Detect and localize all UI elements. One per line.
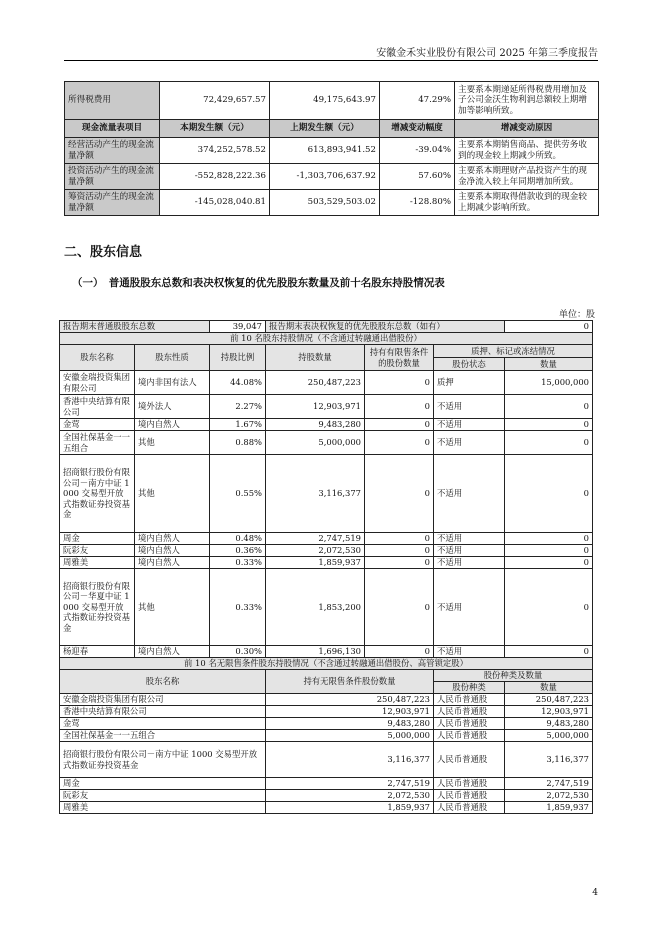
holder-qty: 12,903,971 <box>266 395 365 419</box>
holder-status: 不适用 <box>434 545 505 557</box>
reason-cell: 主要系本期理财产品投资产生的现金净流入较上年同期增加所致。 <box>455 164 599 190</box>
holder-status: 不适用 <box>434 395 505 419</box>
share-kind: 人民币普通股 <box>434 790 505 802</box>
share-kind: 人民币普通股 <box>434 694 505 706</box>
reason-cell: 主要系本期销售商品、提供劳务收到的现金较上期减少所致。 <box>455 138 599 164</box>
holder-restricted: 0 <box>365 455 434 533</box>
holder-restricted: 0 <box>365 646 434 658</box>
share-count: 9,483,280 <box>505 718 593 730</box>
section-row <box>60 333 593 345</box>
column-header: 股东名称 <box>60 345 135 371</box>
holder-ratio: 2.27% <box>210 395 266 419</box>
subsection-title: （一） 普通股股东总数和表决权恢复的优先股股东数量及前十名股东持股情况表 <box>72 277 445 289</box>
holder-qty: 250,487,223 <box>266 371 365 395</box>
reason-cell: 主要系本期递延所得税费用增加及子公司金沃生物利润总额较上期增加等影响所致。 <box>455 82 599 120</box>
column-header: 数量 <box>505 358 593 371</box>
holder-count: 15,000,000 <box>505 371 593 395</box>
holder-qty: 12,903,971 <box>266 706 434 718</box>
holder-nature: 境内自然人 <box>135 533 210 545</box>
holder-qty: 9,483,280 <box>266 718 434 730</box>
share-kind: 人民币普通股 <box>434 778 505 790</box>
holder-count: 0 <box>505 533 593 545</box>
holder-name: 金莺 <box>60 718 266 730</box>
column-header: 现金流量表项目 <box>65 120 160 138</box>
table-row <box>65 190 599 216</box>
summary-value-2: 0 <box>505 321 593 333</box>
change-cell: 57.60% <box>380 164 455 190</box>
holder-ratio: 0.48% <box>210 533 266 545</box>
holder-status: 不适用 <box>434 533 505 545</box>
section-title: 二、股东信息 <box>64 245 143 260</box>
holder-ratio: 0.33% <box>210 557 266 569</box>
column-header: 本期发生额（元） <box>160 120 270 138</box>
column-header: 上期发生额（元） <box>270 120 380 138</box>
change-cell: 47.29% <box>380 82 455 120</box>
share-count: 12,903,971 <box>505 706 593 718</box>
holder-qty: 1,859,937 <box>266 802 434 814</box>
holder-name: 周金 <box>60 533 135 545</box>
holder-restricted: 0 <box>365 533 434 545</box>
table-row <box>60 557 593 569</box>
table-row <box>60 646 593 658</box>
current-cell: -552,828,222.36 <box>160 164 270 190</box>
table-row <box>60 718 593 730</box>
holder-nature: 境内非国有法人 <box>135 371 210 395</box>
unit-label: 单位：股 <box>558 310 595 320</box>
holder-nature: 其他 <box>135 569 210 646</box>
summary-label-2: 报告期末表决权恢复的优先股股东总数（如有） <box>266 321 505 333</box>
holder-restricted: 0 <box>365 419 434 431</box>
previous-cell: 613,893,941.52 <box>270 138 380 164</box>
share-kind: 人民币普通股 <box>434 742 505 778</box>
holder-status: 不适用 <box>434 419 505 431</box>
holder-restricted: 0 <box>365 569 434 646</box>
holder-qty: 5,000,000 <box>266 730 434 742</box>
table-row <box>60 790 593 802</box>
current-cell: 72,429,657.57 <box>160 82 270 120</box>
unrestricted-title: 前 10 名无限售条件股东持股情况（不含通过转融通出借股份、高管锁定股） <box>60 658 593 670</box>
holder-nature: 境内自然人 <box>135 646 210 658</box>
column-header: 数量 <box>505 682 593 694</box>
holder-name: 安徽金瑞投资集团有限公司 <box>60 694 266 706</box>
table-row <box>60 742 593 778</box>
holder-name: 香港中央结算有限公司 <box>60 395 135 419</box>
cash-flow-table <box>64 81 599 216</box>
share-kind: 人民币普通股 <box>434 730 505 742</box>
holder-nature: 境内自然人 <box>135 419 210 431</box>
holder-count: 0 <box>505 557 593 569</box>
page-number: 4 <box>592 888 598 898</box>
holder-name: 招商银行股份有限公司－南方中证 1000 交易型开放式指数证券投资基金 <box>60 742 266 778</box>
column-header: 持股比例 <box>210 345 266 371</box>
table-row <box>60 545 593 557</box>
table-row <box>60 533 593 545</box>
share-count: 1,859,937 <box>505 802 593 814</box>
holder-ratio: 1.67% <box>210 419 266 431</box>
holder-ratio: 0.36% <box>210 545 266 557</box>
previous-cell: 49,175,643.97 <box>270 82 380 120</box>
holder-name: 周金 <box>60 778 266 790</box>
holder-count: 0 <box>505 569 593 646</box>
holder-name: 周雅美 <box>60 802 266 814</box>
holder-status: 不适用 <box>434 646 505 658</box>
section-row <box>60 658 593 670</box>
item-cell: 筹资活动产生的现金流量净额 <box>65 190 160 216</box>
holder-name: 周雅美 <box>60 557 135 569</box>
holder-name: 全国社保基金一一五组合 <box>60 431 135 455</box>
item-cell: 经营活动产生的现金流量净额 <box>65 138 160 164</box>
column-header: 股东名称 <box>60 670 266 694</box>
table-row <box>60 802 593 814</box>
holder-ratio: 0.30% <box>210 646 266 658</box>
page-header: 安徽金禾实业股份有限公司 2025 年第三季度报告 <box>64 44 598 61</box>
holder-qty: 3,116,377 <box>266 455 365 533</box>
holder-name: 香港中央结算有限公司 <box>60 706 266 718</box>
change-cell: -128.80% <box>380 190 455 216</box>
table-header-row <box>60 670 593 682</box>
holder-ratio: 0.33% <box>210 569 266 646</box>
table-row <box>60 694 593 706</box>
holder-name: 安徽金瑞投资集团有限公司 <box>60 371 135 395</box>
holder-status: 不适用 <box>434 455 505 533</box>
holder-count: 0 <box>505 419 593 431</box>
column-header: 股东性质 <box>135 345 210 371</box>
share-count: 250,487,223 <box>505 694 593 706</box>
shareholder-table <box>59 320 593 814</box>
summary-row <box>60 321 593 333</box>
holder-qty: 2,747,519 <box>266 533 365 545</box>
holder-name: 金莺 <box>60 419 135 431</box>
column-header: 增减变动原因 <box>455 120 599 138</box>
holder-qty: 3,116,377 <box>266 742 434 778</box>
summary-label-1: 报告期末普通股股东总数 <box>60 321 210 333</box>
holder-nature: 其他 <box>135 455 210 533</box>
holder-name: 杨迎春 <box>60 646 135 658</box>
column-header: 股份种类及数量 <box>434 670 593 682</box>
holder-restricted: 0 <box>365 395 434 419</box>
holder-status: 不适用 <box>434 431 505 455</box>
table-row <box>60 730 593 742</box>
column-header: 股份种类 <box>434 682 505 694</box>
table-row <box>60 778 593 790</box>
share-count: 3,116,377 <box>505 742 593 778</box>
holder-name: 招商银行股份有限公司－南方中证 1000 交易型开放式指数证券投资基金 <box>60 455 135 533</box>
holder-qty: 1,696,130 <box>266 646 365 658</box>
holder-restricted: 0 <box>365 371 434 395</box>
table-row <box>60 419 593 431</box>
current-cell: -145,028,040.81 <box>160 190 270 216</box>
column-header: 持有无限售条件股份数量 <box>266 670 434 694</box>
column-header: 持股数量 <box>266 345 365 371</box>
holder-count: 0 <box>505 545 593 557</box>
holder-name: 阮彩友 <box>60 545 135 557</box>
holder-restricted: 0 <box>365 431 434 455</box>
table-row <box>60 455 593 533</box>
share-kind: 人民币普通股 <box>434 802 505 814</box>
holder-qty: 1,853,200 <box>266 569 365 646</box>
table-row <box>65 164 599 190</box>
table-row <box>60 395 593 419</box>
holder-qty: 2,747,519 <box>266 778 434 790</box>
holder-ratio: 44.08% <box>210 371 266 395</box>
holder-count: 0 <box>505 395 593 419</box>
change-cell: -39.04% <box>380 138 455 164</box>
column-header: 增减变动幅度 <box>380 120 455 138</box>
holder-status: 不适用 <box>434 569 505 646</box>
holder-count: 0 <box>505 455 593 533</box>
holder-qty: 5,000,000 <box>266 431 365 455</box>
table-row <box>65 138 599 164</box>
holder-nature: 境内自然人 <box>135 557 210 569</box>
previous-cell: 503,529,503.02 <box>270 190 380 216</box>
table-row <box>60 371 593 395</box>
table-row <box>60 569 593 646</box>
holder-status: 质押 <box>434 371 505 395</box>
summary-value-1: 39,047 <box>210 321 266 333</box>
column-header: 质押、标记或冻结情况 <box>434 345 593 358</box>
holder-count: 0 <box>505 646 593 658</box>
item-cell: 投资活动产生的现金流量净额 <box>65 164 160 190</box>
holder-nature: 境内自然人 <box>135 545 210 557</box>
share-count: 2,072,530 <box>505 790 593 802</box>
table-header-row <box>60 345 593 358</box>
column-header: 持有有限售条件的股份数量 <box>365 345 434 371</box>
share-kind: 人民币普通股 <box>434 718 505 730</box>
table-header-row <box>65 120 599 138</box>
holder-qty: 250,487,223 <box>266 694 434 706</box>
previous-cell: -1,303,706,637.92 <box>270 164 380 190</box>
holder-qty: 9,483,280 <box>266 419 365 431</box>
share-count: 2,747,519 <box>505 778 593 790</box>
holder-name: 全国社保基金一一五组合 <box>60 730 266 742</box>
column-header: 股份状态 <box>434 358 505 371</box>
holder-restricted: 0 <box>365 545 434 557</box>
holder-qty: 2,072,530 <box>266 790 434 802</box>
holder-qty: 2,072,530 <box>266 545 365 557</box>
holder-name: 阮彩友 <box>60 790 266 802</box>
top10-title: 前 10 名股东持股情况（不含通过转融通出借股份） <box>60 333 593 345</box>
item-cell: 所得税费用 <box>65 82 160 120</box>
table-row <box>65 82 599 120</box>
holder-qty: 1,859,937 <box>266 557 365 569</box>
holder-status: 不适用 <box>434 557 505 569</box>
holder-ratio: 0.88% <box>210 431 266 455</box>
table-row <box>60 431 593 455</box>
share-kind: 人民币普通股 <box>434 706 505 718</box>
current-cell: 374,252,578.52 <box>160 138 270 164</box>
holder-restricted: 0 <box>365 557 434 569</box>
holder-count: 0 <box>505 431 593 455</box>
table-row <box>60 706 593 718</box>
reason-cell: 主要系本期取得借款收到的现金较上期减少影响所致。 <box>455 190 599 216</box>
holder-ratio: 0.55% <box>210 455 266 533</box>
share-count: 5,000,000 <box>505 730 593 742</box>
holder-nature: 境外法人 <box>135 395 210 419</box>
holder-nature: 其他 <box>135 431 210 455</box>
holder-name: 招商银行股份有限公司－华夏中证 1000 交易型开放式指数证券投资基金 <box>60 569 135 646</box>
